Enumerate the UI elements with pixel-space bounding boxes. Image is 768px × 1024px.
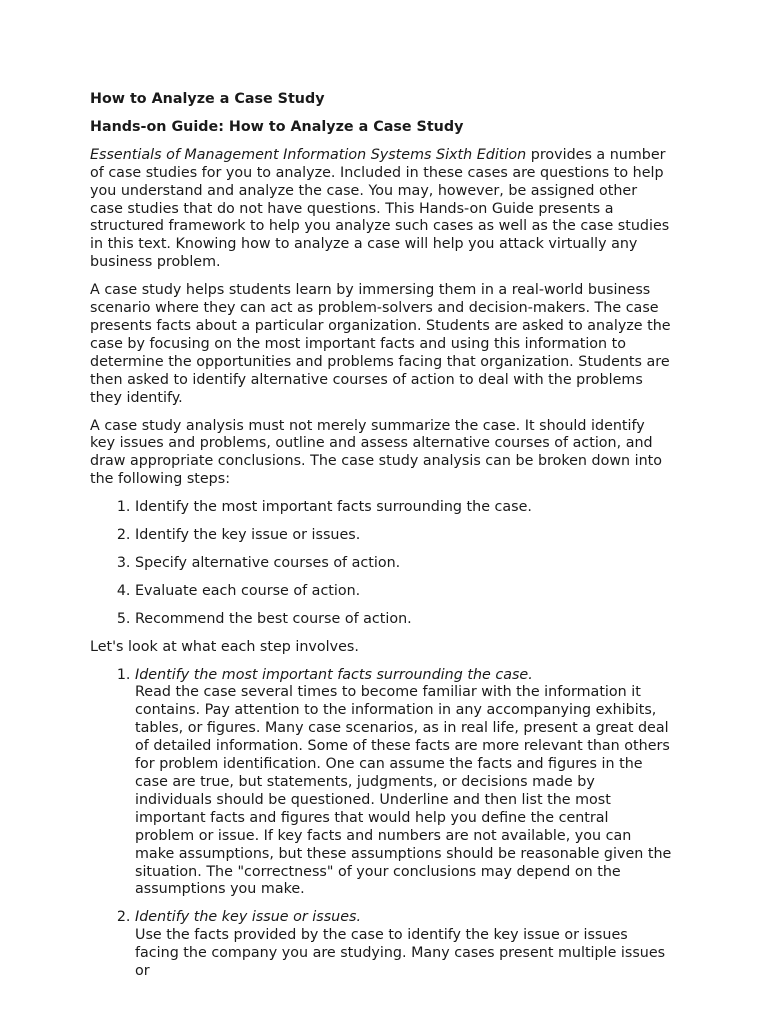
step-item: 3. Specify alternative courses of action.: [135, 555, 672, 573]
paragraph-3: A case study analysis must not merely summarize the case. It should identify key issues and problems, outline and assess alternative courses of action, and draw appropriate conclusions. The case study analysis can be broken down into the following steps:: [90, 417, 663, 488]
step-item: 4. Evaluate each course of action.: [135, 583, 672, 601]
details-list: [90, 667, 672, 981]
step-item: 5. Recommend the best course of action.: [135, 611, 672, 629]
detail-body: Use the facts provided by the case to identify the key issue or issues facing the company you are studying. Many cases present multiple issues or: [135, 927, 666, 980]
detail-heading: 1. Identify the most important facts surrounding the case.: [135, 666, 533, 683]
detail-item: [135, 667, 672, 900]
document-subtitle: Hands-on Guide: How to Analyze a Case Study: [90, 118, 464, 135]
book-title: Essentials of Management Information Systems Sixth Edition: [90, 146, 527, 163]
lead-in: Let's look at what each step involves.: [90, 638, 359, 655]
steps-list: [90, 499, 672, 629]
paragraph-2: A case study helps students learn by immersing them in a real-world business scenario where they can act as problem-solvers and decision-makers. The case presents facts about a particular organization. Students are asked to analyze the case by focusing on the most important facts and using this information to determine the opportunities and problems facing that organization. Students are then asked to identify alternative courses of action to deal with the problems they identify.: [90, 282, 671, 406]
document-title: How to Analyze a Case Study: [90, 91, 325, 107]
intro-paragraph: [90, 147, 672, 272]
step-item: 1. Identify the most important facts surrounding the case.: [135, 499, 672, 517]
detail-body: Read the case several times to become familiar with the information it contains. Pay attention to the information in any accompanying exhibits, tables, or figures. Many case scenarios, as in real life, present a great deal of detailed information. Some of these facts are more relevant than others for problem identification. One can assume the facts and figures in the case are true, but statements, judgments, or decisions made by individuals should be questioned. Underline and then list the most important facts and figures that would help you define the central problem or issue. If key facts and numbers are not available, you can make assumptions, but these assumptions should be reasonable given the situation. The "correctness" of your conclusions may depend on the assumptions you make.: [135, 684, 672, 898]
step-item: 2. Identify the key issue or issues.: [135, 527, 672, 545]
intro-text: provides a number of case studies for you to analyze. Included in these cases are questions to help you understand and analyze the case. You may, however, be assigned other case studies that do not have questions. This Hands-on Guide presents a structured framework to help you analyze such cases as well as the case studies in this text. Knowing how to analyze a case will help you attack virtually any business problem.: [90, 146, 670, 271]
detail-heading: 2. Identify the key issue or issues.: [135, 909, 362, 926]
detail-item: [135, 909, 672, 981]
